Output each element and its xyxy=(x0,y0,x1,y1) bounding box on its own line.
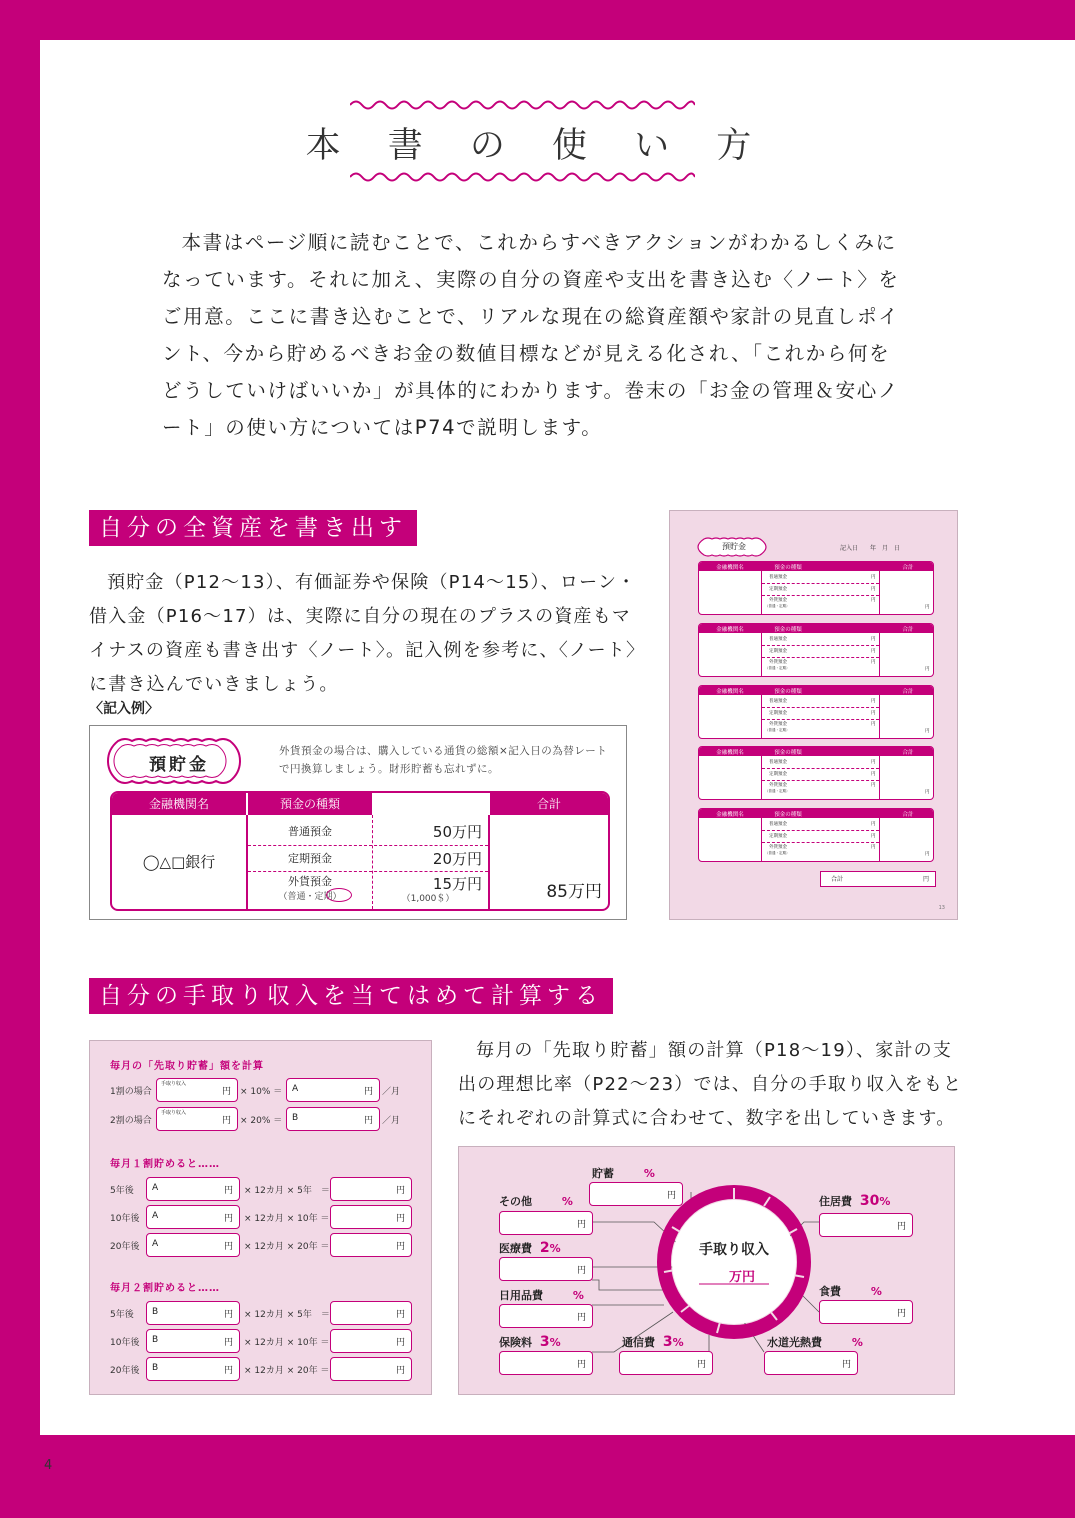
mini-col-institution: 金融機関名 xyxy=(716,750,744,756)
ratio-label-housing xyxy=(819,1193,890,1209)
mini-col-institution: 金融機関名 xyxy=(716,812,744,818)
rate-row-label: 2割の場合 xyxy=(110,1116,152,1126)
field-yen: 円 xyxy=(896,1309,906,1319)
ratio-name: 保険料 xyxy=(499,1336,532,1349)
row3-sub: （普通・定期） xyxy=(278,892,342,902)
ratio-field-other[interactable] xyxy=(499,1211,593,1235)
ratio-pct-sign: % xyxy=(572,1289,584,1302)
mini-yen: 円 xyxy=(871,822,876,827)
ratio-pct-sign: % xyxy=(643,1167,655,1180)
section1-body-line: イナスの資産も書き出す〈ノート〉。記入例を参考に、〈ノート〉 xyxy=(89,640,646,661)
mini-col-type: 預金の種類 xyxy=(774,627,802,633)
ratio-field-daily[interactable] xyxy=(499,1304,593,1328)
mini-yen: 円 xyxy=(871,722,876,727)
ratio-pct-sign: % xyxy=(870,1285,882,1298)
monthly-letter: B xyxy=(152,1307,159,1317)
ratio-pct: 30 xyxy=(859,1193,880,1209)
example-table xyxy=(110,791,610,911)
mini-row3: 外貨預金 xyxy=(769,783,787,788)
ratio-name: その他 xyxy=(499,1195,532,1208)
field-yen: 円 xyxy=(223,1214,233,1224)
section2-heading: 自分の手取り収入を当てはめて計算する xyxy=(89,978,613,1014)
mini-date: 記入日 年 月 日 xyxy=(840,545,901,552)
mini-row3: 外貨預金 xyxy=(769,660,787,665)
ratio-pct: 3 xyxy=(539,1334,550,1350)
field-yen: 円 xyxy=(223,1310,233,1320)
mini-grand-total-label: 合計 xyxy=(831,876,844,883)
mini-yen: 円 xyxy=(925,605,930,610)
monthly-field[interactable] xyxy=(146,1205,240,1229)
mini-row1: 普通預金 xyxy=(769,575,787,580)
mini-row1: 普通預金 xyxy=(769,760,787,765)
ratio-name: 医療費 xyxy=(499,1242,532,1255)
ratio-name: 住居費 xyxy=(819,1195,852,1208)
ratio-name: 通信費 xyxy=(622,1336,655,1349)
intro-line: ご用意。ここに書き込むことで、リアルな現在の総資産額や家計の見直しポイ xyxy=(162,305,900,328)
example-bank: ◯△□銀行 xyxy=(142,853,216,871)
ratio-field-insurance[interactable] xyxy=(499,1351,593,1375)
rate-op: × 20% ＝ xyxy=(240,1116,283,1126)
mini-yen: 円 xyxy=(925,729,930,734)
savings-calc-panel xyxy=(89,1040,432,1395)
take-home-small: 手取り収入 xyxy=(161,1110,187,1116)
ratio-pct-sign: % xyxy=(549,1242,561,1255)
rate-unit: ／月 xyxy=(382,1116,401,1126)
take-home-field[interactable] xyxy=(156,1078,238,1102)
mini-table xyxy=(698,561,934,615)
example-box xyxy=(89,725,627,920)
mini-table xyxy=(698,808,934,862)
mini-row2: 定期預金 xyxy=(769,587,787,592)
mini-row3: 外貨預金 xyxy=(769,845,787,850)
example-note-line: 外貨預金の場合は、購入している通貨の総額×記入日の為替レート xyxy=(279,745,608,757)
ratio-name: 水道光熱費 xyxy=(767,1336,822,1349)
year-op: × 12カ月 × 20年 ＝ xyxy=(244,1366,330,1376)
mini-badge: 預貯金 xyxy=(722,542,746,551)
mini-yen: 円 xyxy=(871,711,876,716)
rate-result-field[interactable] xyxy=(286,1078,380,1102)
ratio-name: 食費 xyxy=(819,1285,841,1298)
monthly-field[interactable] xyxy=(146,1177,240,1201)
ratio-pct-sign: % xyxy=(851,1336,863,1349)
mini-yen: 円 xyxy=(925,852,930,857)
field-yen: 円 xyxy=(223,1186,233,1196)
year-op: × 12カ月 × 20年 ＝ xyxy=(244,1242,330,1252)
mini-col-type: 預金の種類 xyxy=(774,689,802,695)
mini-yen: 円 xyxy=(871,699,876,704)
mini-col-institution: 金融機関名 xyxy=(716,565,744,571)
field-yen: 円 xyxy=(576,1360,586,1370)
ratio-label-other xyxy=(499,1193,573,1209)
field-yen: 円 xyxy=(363,1087,373,1097)
ratio-label-medical xyxy=(499,1240,561,1256)
field-yen: 円 xyxy=(221,1116,231,1126)
mini-row1: 普通預金 xyxy=(769,699,787,704)
monthly-field[interactable] xyxy=(146,1233,240,1257)
year-result-field[interactable] xyxy=(330,1177,412,1201)
example-note-line: で円換算しましょう。財形貯蓄も忘れずに。 xyxy=(279,763,499,775)
ratio-name: 日用品費 xyxy=(499,1289,543,1302)
ratio-pct-sign: % xyxy=(879,1195,891,1208)
section1-body-line: 借入金（P16〜17）は、実際に自分の現在のプラスの資産もマ xyxy=(89,606,632,627)
example-note xyxy=(279,742,607,778)
mini-col-total: 合計 xyxy=(902,750,914,756)
monthly-letter: A xyxy=(152,1183,159,1193)
ratio-name: 貯蓄 xyxy=(592,1167,614,1180)
example-label: 〈記入例〉 xyxy=(89,701,159,717)
year-label: 10年後 xyxy=(110,1338,140,1348)
field-yen: 円 xyxy=(395,1338,405,1348)
section2-body xyxy=(458,1034,978,1136)
year-result-field[interactable] xyxy=(330,1357,412,1381)
mini-row3-sub: （普通・定期） xyxy=(765,666,790,670)
mini-col-total: 合計 xyxy=(902,689,914,695)
monthly-field[interactable] xyxy=(146,1329,240,1353)
ratio-field-utility[interactable] xyxy=(764,1351,858,1375)
year-label: 5年後 xyxy=(110,1310,134,1320)
ratio-pct-sign: % xyxy=(549,1336,561,1349)
field-yen: 円 xyxy=(666,1191,676,1201)
field-yen: 円 xyxy=(363,1116,373,1126)
ratio-label-comm xyxy=(622,1334,684,1350)
field-yen: 円 xyxy=(223,1242,233,1252)
mini-row3-sub: （普通・定期） xyxy=(765,604,790,608)
selected-circle xyxy=(326,888,352,902)
mini-yen: 円 xyxy=(871,575,876,580)
field-yen: 円 xyxy=(395,1214,405,1224)
mini-col-type: 預金の種類 xyxy=(774,812,802,818)
ratio-field-housing[interactable] xyxy=(819,1213,913,1237)
ratio-pct: 2 xyxy=(539,1240,550,1256)
title-wave-bottom xyxy=(350,170,695,184)
intro-line: ート」の使い方についてはP74で説明します。 xyxy=(162,416,603,439)
ratio-field-medical[interactable] xyxy=(499,1257,593,1281)
intro-text xyxy=(162,224,902,446)
group2-title: 毎月２割貯めると…… xyxy=(110,1283,220,1294)
mini-col-type: 預金の種類 xyxy=(774,750,802,756)
rate-row-label: 1割の場合 xyxy=(110,1087,152,1097)
mini-row3-sub: （普通・定期） xyxy=(765,789,790,793)
example-total: 85万円 xyxy=(546,882,602,902)
col-institution-header: 金融機関名 xyxy=(112,793,246,815)
result-letter: B xyxy=(292,1113,299,1123)
mini-row2: 定期預金 xyxy=(769,711,787,716)
title-wave-top xyxy=(350,98,695,112)
field-yen: 円 xyxy=(576,1220,586,1230)
row2-amount: 20万円 xyxy=(432,850,482,868)
section1-body xyxy=(89,566,649,702)
ratio-field-food[interactable] xyxy=(819,1300,913,1324)
ratio-label-daily xyxy=(499,1287,584,1303)
ratio-label-utility xyxy=(767,1334,863,1350)
field-yen: 円 xyxy=(896,1222,906,1232)
row3-note: （1,000＄） xyxy=(401,894,455,904)
ratio-pct-sign: % xyxy=(561,1195,573,1208)
mini-col-institution: 金融機関名 xyxy=(716,689,744,695)
example-badge: 預貯金 xyxy=(149,755,209,775)
mini-yen: 円 xyxy=(871,760,876,765)
group1-title: 毎月１割貯めると…… xyxy=(110,1159,220,1170)
mini-yen: 円 xyxy=(871,660,876,665)
field-yen: 円 xyxy=(223,1366,233,1376)
field-yen: 円 xyxy=(221,1087,231,1097)
mini-row3-sub: （普通・定期） xyxy=(765,728,790,732)
row3-type: 外貨預金 xyxy=(288,875,332,888)
mini-row3: 外貨預金 xyxy=(769,722,787,727)
intro-line: ント、今から貯めるべきお金の数値目標などが見える化され、「これから何を xyxy=(162,342,891,365)
ratio-label-savings xyxy=(592,1165,655,1181)
row3-amount: 15万円 xyxy=(432,875,482,893)
ratio-center-label: 手取り収入 xyxy=(699,1242,769,1258)
mini-row1: 普通預金 xyxy=(769,637,787,642)
year-op: × 12カ月 × 5年 ＝ xyxy=(244,1310,330,1320)
mini-col-total: 合計 xyxy=(902,627,914,633)
field-yen: 円 xyxy=(395,1186,405,1196)
row2-type: 定期預金 xyxy=(288,852,332,865)
budget-ratio-panel xyxy=(458,1146,955,1395)
mini-col-total: 合計 xyxy=(902,565,914,571)
mini-yen: 円 xyxy=(871,598,876,603)
take-home-small: 手取り収入 xyxy=(161,1081,187,1087)
field-yen: 円 xyxy=(696,1360,706,1370)
year-label: 20年後 xyxy=(110,1242,140,1252)
mini-row2: 定期預金 xyxy=(769,649,787,654)
row1-type: 普通預金 xyxy=(288,825,332,838)
ratio-pct-sign: % xyxy=(672,1336,684,1349)
rate-unit: ／月 xyxy=(382,1087,401,1097)
year-label: 20年後 xyxy=(110,1366,140,1376)
mini-yen: 円 xyxy=(871,783,876,788)
section2-body-line: 毎月の「先取り貯蓄」額の計算（P18〜19）、家計の支 xyxy=(476,1040,953,1061)
year-result-field[interactable] xyxy=(330,1233,412,1257)
ratio-label-food xyxy=(819,1283,882,1299)
mini-yen: 円 xyxy=(871,845,876,850)
mini-col-type: 預金の種類 xyxy=(774,565,802,571)
mini-grand-total-yen: 円 xyxy=(922,876,929,883)
mini-yen: 円 xyxy=(925,667,930,672)
page-number: 4 xyxy=(44,1458,53,1473)
mini-table xyxy=(698,623,934,677)
mini-yen: 円 xyxy=(925,790,930,795)
monthly-letter: A xyxy=(152,1239,159,1249)
mini-yen: 円 xyxy=(871,772,876,777)
mini-grand-total xyxy=(820,871,936,887)
ratio-field-savings[interactable] xyxy=(589,1182,683,1206)
section2-body-line: にそれぞれの計算式に合わせて、数字を出していきます。 xyxy=(458,1108,956,1129)
year-result-field[interactable] xyxy=(330,1301,412,1325)
ratio-center-unit: 万円 xyxy=(729,1270,756,1285)
field-yen: 円 xyxy=(576,1313,586,1323)
monthly-letter: B xyxy=(152,1363,159,1373)
mini-row1: 普通預金 xyxy=(769,822,787,827)
ratio-label-insurance xyxy=(499,1334,561,1350)
monthly-field[interactable] xyxy=(146,1357,240,1381)
year-op: × 12カ月 × 10年 ＝ xyxy=(244,1214,330,1224)
mini-yen: 円 xyxy=(871,637,876,642)
field-yen: 円 xyxy=(395,1366,405,1376)
field-yen: 円 xyxy=(395,1242,405,1252)
mini-page-number: 13 xyxy=(938,905,945,911)
take-home-field[interactable] xyxy=(156,1107,238,1131)
ratio-pct: 3 xyxy=(662,1334,673,1350)
mini-row3-sub: （普通・定期） xyxy=(765,851,790,855)
mini-yen: 円 xyxy=(871,649,876,654)
mini-row3: 外貨預金 xyxy=(769,598,787,603)
mini-col-institution: 金融機関名 xyxy=(716,627,744,633)
ratio-field-comm[interactable] xyxy=(619,1351,713,1375)
year-label: 5年後 xyxy=(110,1186,134,1196)
year-op: × 12カ月 × 10年 ＝ xyxy=(244,1338,330,1348)
intro-line: どうしていけばいいか」が具体的にわかります。巻末の「お金の管理＆安心ノ xyxy=(162,379,899,402)
mini-row2: 定期預金 xyxy=(769,772,787,777)
result-letter: A xyxy=(292,1084,299,1094)
mini-yen: 円 xyxy=(871,834,876,839)
note-page-preview xyxy=(669,510,958,920)
monthly-letter: B xyxy=(152,1335,159,1345)
year-op: × 12カ月 × 5年 ＝ xyxy=(244,1186,330,1196)
field-yen: 円 xyxy=(841,1360,851,1370)
year-label: 10年後 xyxy=(110,1214,140,1224)
row1-amount: 50万円 xyxy=(432,823,482,841)
col-total-header: 合計 xyxy=(490,793,608,815)
field-yen: 円 xyxy=(223,1338,233,1348)
year-result-field[interactable] xyxy=(330,1205,412,1229)
monthly-field[interactable] xyxy=(146,1301,240,1325)
page-title: 本 書 の 使 い 方 xyxy=(305,126,770,166)
mini-col-total: 合計 xyxy=(902,812,914,818)
col-type-header: 預金の種類 xyxy=(248,793,372,815)
calc-title: 毎月の「先取り貯蓄」額を計算 xyxy=(110,1061,264,1072)
intro-line: 本書はページ順に読むことで、これからすべきアクションがわかるしくみに xyxy=(181,231,897,254)
rate-op: × 10% ＝ xyxy=(240,1087,283,1097)
section2-body-line: 出の理想比率（P22〜23）では、自分の手取り収入をもと xyxy=(458,1074,963,1095)
rate-result-field[interactable] xyxy=(286,1107,380,1131)
section1-heading: 自分の全資産を書き出す xyxy=(89,510,417,546)
mini-yen: 円 xyxy=(871,587,876,592)
year-result-field[interactable] xyxy=(330,1329,412,1353)
field-yen: 円 xyxy=(576,1266,586,1276)
intro-line: なっています。それに加え、実際の自分の資産や支出を書き込む〈ノート〉を xyxy=(162,268,900,291)
mini-table xyxy=(698,685,934,739)
mini-row2: 定期預金 xyxy=(769,834,787,839)
mini-table xyxy=(698,746,934,800)
section1-body-line: に書き込んでいきましょう。 xyxy=(89,674,339,695)
section1-body-line: 預貯金（P12〜13）、有価証券や保険（P14〜15）、ローン・ xyxy=(107,572,637,593)
field-yen: 円 xyxy=(395,1310,405,1320)
monthly-letter: A xyxy=(152,1211,159,1221)
